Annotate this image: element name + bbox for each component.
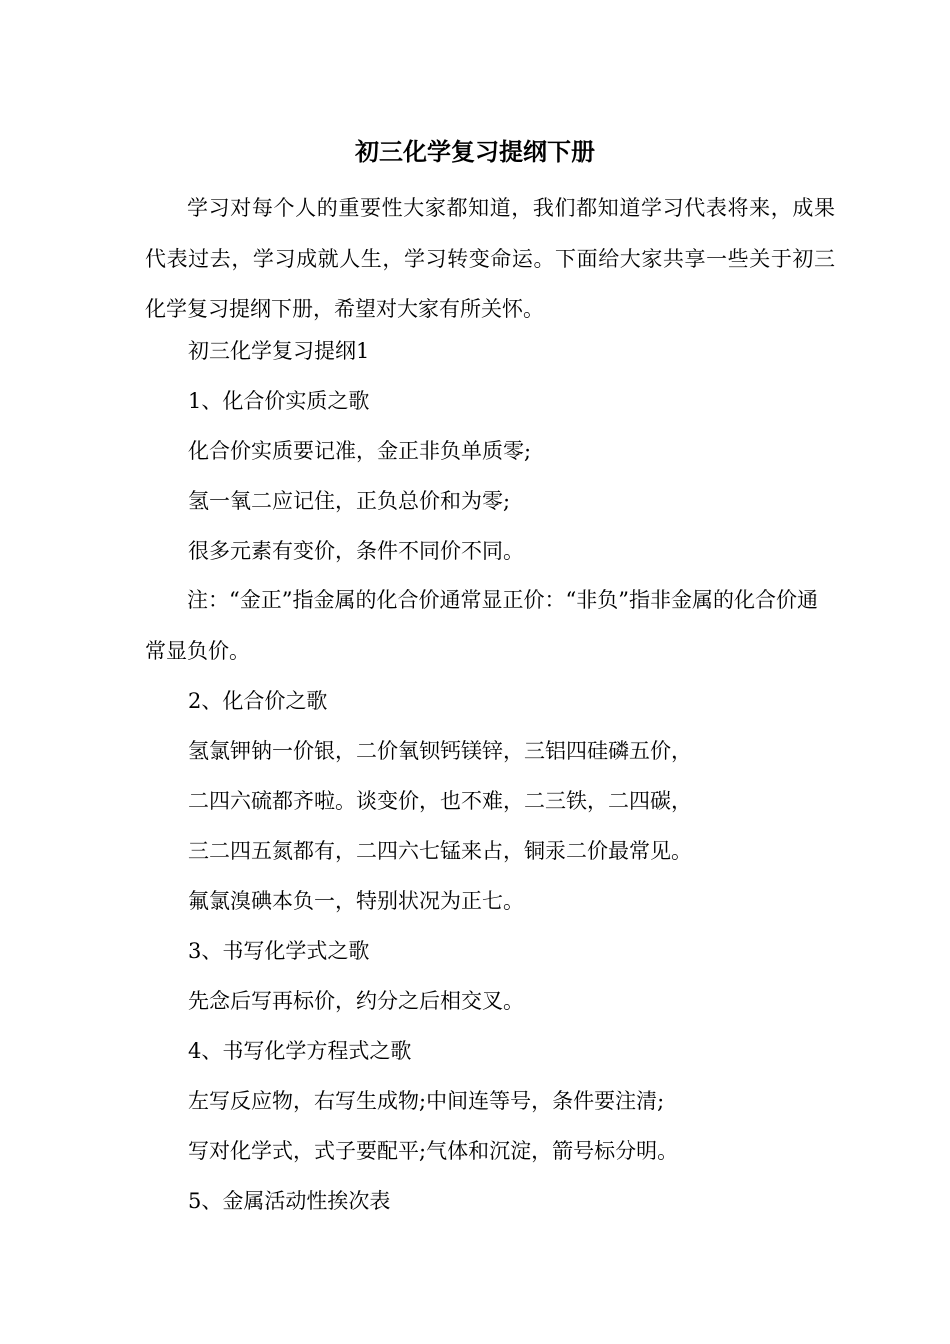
section-2-line-4: 氟氯溴碘本负一，特别状况为正七。: [188, 889, 524, 913]
section-1-line-2: 氢一氧二应记住，正负总价和为零;: [188, 489, 511, 513]
section-4-line-2: 写对化学式，式子要配平;气体和沉淀，箭号标分明。: [188, 1139, 679, 1163]
intro-paragraph: 学习对每个人的重要性大家都知道，我们都知道学习代表将来，成果代表过去，学习成就人生，学习转变命运。下面给大家共享一些关于初三化学复习提纲下册，希望对大家有所关怀。: [145, 196, 835, 321]
section-3-heading: 3、书写化学式之歌: [188, 939, 370, 963]
section-1-line-3: 很多元素有变价，条件不同价不同。: [188, 539, 524, 563]
document-title: 初三化学复习提纲下册: [355, 137, 595, 166]
section-1-line-1: 化合价实质要记准，金正非负单质零;: [188, 439, 532, 463]
outline-heading: 初三化学复习提纲1: [188, 339, 370, 363]
section-2-line-2: 二四六硫都齐啦。谈变价，也不难，二三铁，二四碳，: [188, 789, 692, 813]
section-5-heading: 5、金属活动性挨次表: [188, 1189, 391, 1213]
section-1-note: 注：“金正”指金属的化合价通常显正价：“非负”指非金属的化合价通常显负价。: [145, 588, 818, 663]
section-2-heading: 2、化合价之歌: [188, 689, 328, 713]
section-1-heading: 1、化合价实质之歌: [188, 389, 370, 413]
section-4-heading: 4、书写化学方程式之歌: [188, 1039, 412, 1063]
section-2-line-3: 三二四五氮都有，二四六七锰来占，铜汞二价最常见。: [188, 839, 692, 863]
section-4-line-1: 左写反应物，右写生成物;中间连等号，条件要注清;: [188, 1089, 665, 1113]
section-3-line-1: 先念后写再标价，约分之后相交叉。: [188, 989, 524, 1013]
section-2-line-1: 氢氯钾钠一价银，二价氧钡钙镁锌，三铝四硅磷五价，: [188, 739, 692, 763]
